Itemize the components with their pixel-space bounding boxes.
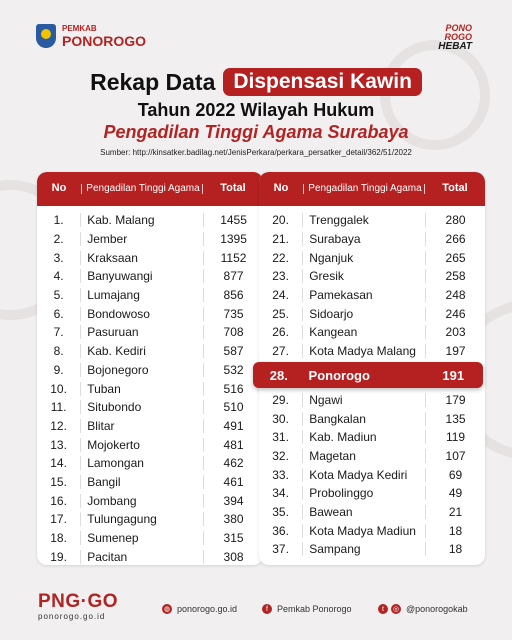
row-total: 1395 [203, 232, 263, 246]
table-row [37, 379, 263, 398]
row-total: 510 [203, 400, 263, 414]
table-row [37, 454, 263, 473]
table-row [259, 447, 485, 466]
png-go-brand [38, 592, 118, 621]
row-no: 21. [272, 232, 289, 247]
table-row [259, 267, 485, 286]
row-total: 49 [425, 486, 485, 500]
row-name: Trenggalek [302, 213, 425, 227]
row-no: 6. [53, 306, 64, 321]
row-name: Pasuruan [80, 325, 203, 339]
row-name: Kangean [302, 325, 425, 339]
highlighted-row-ponorogo [253, 362, 483, 388]
row-name: Bangil [80, 475, 203, 489]
row-name: Jombang [80, 494, 203, 508]
row-total: 179 [425, 393, 485, 407]
row-total: 69 [425, 468, 485, 482]
brand-main: PNG·GO [38, 591, 119, 612]
row-no: 31. [272, 430, 289, 445]
row-name: Kraksaan [80, 251, 203, 265]
instagram-icon: ◎ [392, 606, 400, 613]
table-row [37, 510, 263, 529]
row-total: 191 [442, 367, 465, 383]
row-total: 516 [203, 382, 263, 396]
row-name: Mojokerto [80, 438, 203, 452]
row-total: 135 [425, 412, 485, 426]
row-total: 265 [425, 251, 485, 265]
table-row [37, 286, 263, 305]
row-name: Bondowoso [80, 307, 203, 321]
row-name: Kota Madya Madiun [302, 524, 425, 538]
table-row [259, 503, 485, 522]
table-row [259, 391, 485, 410]
header-name: Pengadilan Tinggi Agama [81, 184, 203, 195]
row-total: 394 [203, 494, 263, 508]
row-no: 3. [53, 250, 64, 265]
row-no: 18. [50, 531, 67, 546]
row-name: Pamekasan [302, 288, 425, 302]
row-name: Tulungagung [80, 512, 203, 526]
table-row [259, 248, 485, 267]
table-row [37, 361, 263, 380]
row-no: 24. [272, 288, 289, 303]
row-name: Magetan [302, 449, 425, 463]
row-total: 315 [203, 531, 263, 545]
table-row [259, 409, 485, 428]
table-row [37, 435, 263, 454]
header-no: No [51, 182, 67, 195]
table-row [37, 342, 263, 361]
row-name: Kota Madya Malang [302, 344, 425, 358]
row-name: Lamongan [80, 456, 203, 470]
row-no: 19. [50, 549, 67, 564]
row-total: 248 [425, 288, 485, 302]
row-no: 22. [272, 250, 289, 265]
table-row [37, 547, 263, 566]
row-no: 7. [53, 325, 64, 340]
table-row [259, 484, 485, 503]
row-total: 119 [425, 430, 485, 444]
shield-icon [36, 24, 56, 48]
row-name: Bojonegoro [80, 363, 203, 377]
row-total: 18 [425, 542, 485, 556]
tagline-line-1: PONO [445, 23, 472, 33]
row-no: 20. [272, 213, 289, 228]
row-name: Banyuwangi [80, 269, 203, 283]
row-no: 34. [272, 486, 289, 501]
web-text: ponorogo.go.id [177, 604, 238, 614]
row-no: 30. [272, 411, 289, 426]
row-total: 461 [203, 475, 263, 489]
table-row [37, 248, 263, 267]
row-total: 491 [203, 419, 263, 433]
table-row [37, 417, 263, 436]
row-no: 36. [272, 523, 289, 538]
globe-icon: ◍ [163, 606, 171, 613]
logo-small-text: PEMKAB [62, 23, 97, 33]
table-row [37, 398, 263, 417]
row-total: 462 [203, 456, 263, 470]
subtitle: Tahun 2022 Wilayah Hukum [137, 100, 375, 120]
row-total: 266 [425, 232, 485, 246]
title-highlight: Dispensasi Kawin [223, 68, 422, 96]
row-name: Bangkalan [302, 412, 425, 426]
twitter-icon: t [378, 604, 388, 614]
row-no: 14. [50, 456, 67, 471]
row-name: Bawean [302, 505, 425, 519]
table-row [37, 211, 263, 230]
facebook-icon: f [262, 604, 272, 614]
table-row [259, 465, 485, 484]
row-name: Jember [80, 232, 203, 246]
row-name: Sidoarjo [302, 307, 425, 321]
table-row [259, 230, 485, 249]
title-prefix: Rekap Data [90, 68, 216, 95]
source-text: Sumber: http://kinsatker.badilag.net/JenisPerkara/perkara_persatker_detail/362/51/2022 [100, 148, 412, 157]
row-no: 17. [50, 512, 67, 527]
row-name: Blitar [80, 419, 203, 433]
row-no: 4. [53, 269, 64, 284]
row-no: 25. [272, 306, 289, 321]
table-row [37, 529, 263, 548]
table-header [259, 172, 485, 206]
table-row [37, 267, 263, 286]
table-row [259, 304, 485, 323]
row-no: 15. [50, 474, 67, 489]
row-total: 258 [425, 269, 485, 283]
row-total: 280 [425, 213, 485, 227]
row-no: 27. [272, 344, 289, 359]
row-no: 13. [50, 437, 67, 452]
header [0, 0, 512, 60]
row-name: Kab. Malang [80, 213, 203, 227]
row-total: 380 [203, 512, 263, 526]
logo-big-text: PONOROGO [62, 32, 147, 49]
header-name: Pengadilan Tinggi Agama [303, 184, 425, 195]
table-header [37, 172, 263, 206]
row-name: Sampang [302, 542, 425, 556]
row-total: 21 [425, 505, 485, 519]
row-no: 23. [272, 269, 289, 284]
header-total: Total [220, 182, 246, 195]
row-total: 203 [425, 325, 485, 339]
row-no: 2. [53, 232, 64, 247]
row-no: 9. [53, 362, 64, 377]
row-name: Ponorogo [308, 367, 370, 383]
header-no: No [273, 182, 289, 195]
row-no: 5. [53, 288, 64, 303]
row-total: 18 [425, 524, 485, 538]
row-total: 107 [425, 449, 485, 463]
table-row [37, 230, 263, 249]
row-name: Lumajang [80, 288, 203, 302]
row-no: 29. [272, 392, 289, 407]
table-row [37, 491, 263, 510]
table-row [259, 211, 485, 230]
table-row [259, 342, 485, 361]
title-block [0, 68, 512, 157]
row-no: 16. [50, 493, 67, 508]
row-total: 877 [203, 269, 263, 283]
row-name: Tuban [80, 382, 203, 396]
row-total: 1455 [203, 213, 263, 227]
row-no: 8. [53, 344, 64, 359]
table-body [37, 206, 263, 566]
table-left [37, 172, 263, 565]
row-name: Nganjuk [302, 251, 425, 265]
row-total: 587 [203, 344, 263, 358]
row-no: 12. [50, 418, 67, 433]
web-link[interactable] [162, 604, 237, 614]
table-row [37, 323, 263, 342]
row-name: Pacitan [80, 550, 203, 564]
row-total: 308 [203, 550, 263, 564]
row-name: Kab. Madiun [302, 430, 425, 444]
social-link[interactable] [378, 604, 468, 614]
brand-sub: ponorogo.go.id [38, 612, 106, 621]
row-no: 33. [272, 467, 289, 482]
footer [0, 584, 512, 640]
row-total: 708 [203, 325, 263, 339]
social-text: @ponorogokab [406, 604, 468, 614]
table-row [259, 428, 485, 447]
row-name: Situbondo [80, 400, 203, 414]
table-row [259, 540, 485, 559]
row-no: 26. [272, 325, 289, 340]
row-name: Gresik [302, 269, 425, 283]
row-name: Sumenep [80, 531, 203, 545]
row-name: Kab. Kediri [80, 344, 203, 358]
row-total: 856 [203, 288, 263, 302]
table-row [259, 323, 485, 342]
row-no: 1. [53, 213, 64, 228]
tagline-line-3: HEBAT [438, 41, 472, 52]
table-row [37, 473, 263, 492]
row-total: 197 [425, 344, 485, 358]
row-total: 1152 [203, 251, 263, 265]
table-row [259, 521, 485, 540]
row-no: 37. [272, 542, 289, 557]
facebook-text: Pemkab Ponorogo [277, 604, 352, 614]
row-total: 246 [425, 307, 485, 321]
row-no: 11. [50, 400, 67, 415]
row-name: Ngawi [302, 393, 425, 407]
row-name: Probolinggo [302, 486, 425, 500]
row-no: 35. [272, 504, 289, 519]
row-total: 481 [203, 438, 263, 452]
row-no: 32. [272, 448, 289, 463]
row-no: 28. [269, 367, 288, 383]
table-row [259, 286, 485, 305]
row-total: 532 [203, 363, 263, 377]
facebook-link[interactable] [262, 604, 352, 614]
table-row [37, 304, 263, 323]
ponorogo-hebat-tagline [408, 24, 472, 52]
header-total: Total [442, 182, 468, 195]
tagline-line-2: ROGO [444, 32, 472, 42]
subtitle-court: Pengadilan Tinggi Agama Surabaya [103, 122, 409, 142]
row-name: Kota Madya Kediri [302, 468, 425, 482]
pemkab-logo [36, 24, 146, 48]
row-name: Surabaya [302, 232, 425, 246]
row-total: 735 [203, 307, 263, 321]
row-no: 10. [50, 381, 67, 396]
